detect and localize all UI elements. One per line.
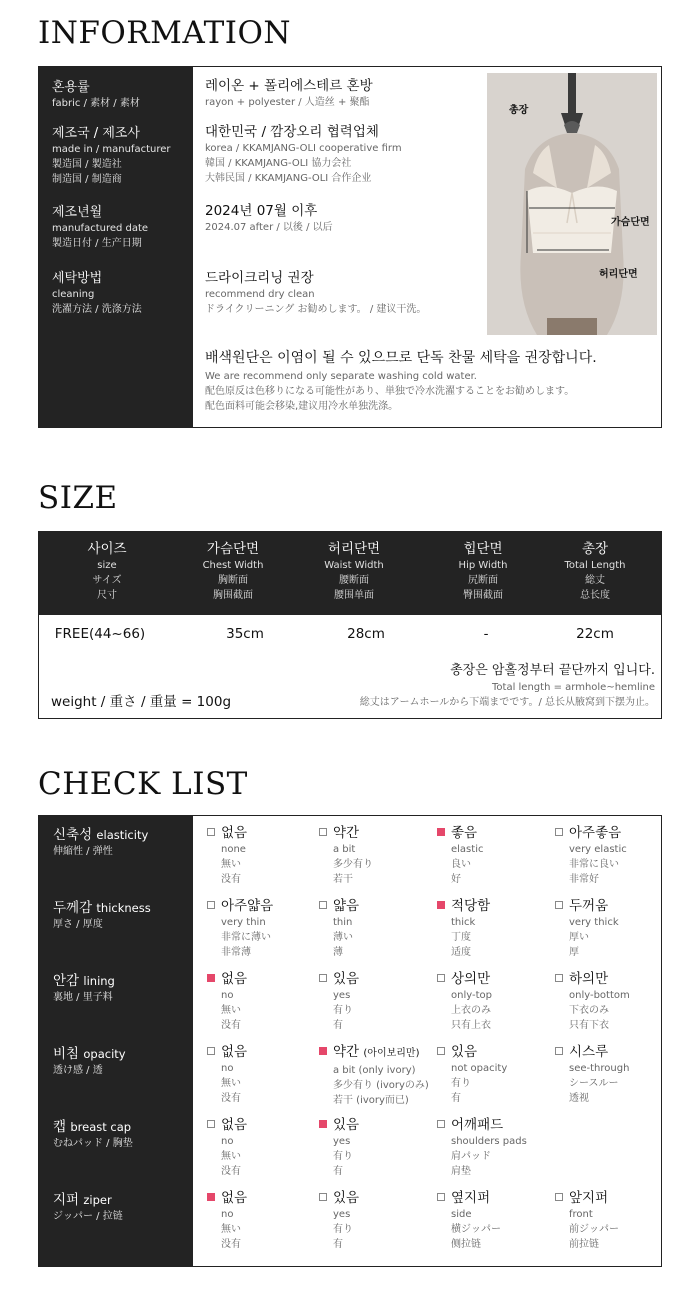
checkbox-unchecked xyxy=(319,974,327,982)
checklist-label-en: opacity xyxy=(83,1047,126,1061)
checklist-option-sub: 没有 xyxy=(221,1020,241,1031)
checklist-option xyxy=(207,1189,247,1252)
checklist-option-label: 어깨패드 xyxy=(451,1117,504,1133)
size-col-length: 총장 Total Length 総丈 总长度 xyxy=(564,541,626,601)
checklist-label-ko: 신축성 xyxy=(53,827,93,843)
checklist-option-sub: thin xyxy=(333,917,353,928)
checklist-option xyxy=(319,897,359,960)
checklist-row xyxy=(39,1043,661,1113)
info-label-cleaning: 세탁방법 cleaning 洗濯方法 / 洗涤方法 xyxy=(52,271,142,315)
checklist-title: CHECK LIST xyxy=(38,766,248,802)
checklist-row-label xyxy=(53,972,115,1006)
checklist-option-sub: see-through xyxy=(569,1063,630,1074)
checklist-option-sub: 非常好 xyxy=(569,874,599,885)
checklist-option-label: 아주좋음 xyxy=(569,825,622,841)
checkbox-unchecked xyxy=(555,1047,563,1055)
checklist-option-sub: front xyxy=(569,1209,593,1220)
checklist-option-sub: 只有下衣 xyxy=(569,1020,609,1031)
checklist-label-en: breast cap xyxy=(70,1120,132,1134)
checklist-option-sub: 有り xyxy=(451,1078,471,1089)
length-note: 총장은 암홀정부터 끝단까지 입니다. Total length = armhole~hemline 総丈はアームホールから下端までです。/ 总长从腋窝到下摆为止。 xyxy=(359,663,655,708)
checklist-row-label xyxy=(53,1118,133,1152)
checklist-row-label xyxy=(53,826,148,860)
checklist-option-sub: 薄 xyxy=(333,947,343,958)
checklist-option-sub: 多少有り xyxy=(333,859,373,870)
checklist-option-sub: 肩パッド xyxy=(451,1151,491,1162)
checklist-label-sub: むねパッド / 胸垫 xyxy=(53,1138,133,1149)
checklist-option-sub: 非常薄 xyxy=(221,947,251,958)
checklist-option-sub: 無い xyxy=(221,1078,241,1089)
checklist-label-en: ziper xyxy=(83,1193,112,1207)
checklist-option-label: 있음 xyxy=(333,1117,360,1133)
checklist-option-sub: 無い xyxy=(221,1224,241,1235)
checklist-option-sub: 前拉链 xyxy=(569,1239,599,1250)
information-box xyxy=(38,66,662,428)
checklist-label-en: elasticity xyxy=(96,828,149,842)
checkbox-unchecked xyxy=(555,828,563,836)
checklist-option-sub: 無い xyxy=(221,1151,241,1162)
checklist-option-label: 있음 xyxy=(333,1190,360,1206)
info-label-madein: 제조국 / 제조사 made in / manufacturer 製造国 / 製造社 制造国 / 制造商 xyxy=(52,126,171,185)
checklist-option-label: 얇음 xyxy=(333,898,360,914)
checklist-option-sub: 没有 xyxy=(221,1239,241,1250)
mannequin-label-waist: 허리단면 xyxy=(599,269,638,280)
checklist-option xyxy=(437,970,492,1033)
checklist-label-ko: 안감 xyxy=(53,973,80,989)
checklist-option-sub: 透视 xyxy=(569,1093,589,1104)
checklist-option-sub: 没有 xyxy=(221,1166,241,1177)
checklist-option-sub: 没有 xyxy=(221,1093,241,1104)
checklist-option-sub: 無い xyxy=(221,1005,241,1016)
checklist-option xyxy=(207,1043,247,1106)
checkbox-unchecked xyxy=(207,1047,215,1055)
checklist-option-sub: 非常に薄い xyxy=(221,932,271,943)
checklist-option-sub: none xyxy=(221,844,246,855)
checkbox-unchecked xyxy=(319,828,327,836)
checklist-option-sub: 有 xyxy=(333,1020,343,1031)
checklist-option xyxy=(555,1043,629,1106)
checklist-option-label: 없음 xyxy=(221,971,248,987)
checklist-option-sub: 前ジッパー xyxy=(569,1224,619,1235)
checklist-option-sub: yes xyxy=(333,1136,351,1147)
checklist-option-sub: 若干 xyxy=(333,874,353,885)
checklist-option xyxy=(555,970,630,1033)
checklist-row-label xyxy=(53,1045,126,1079)
checklist-option-sub: shoulders pads xyxy=(451,1136,527,1147)
checklist-option-sub: 無い xyxy=(221,859,241,870)
checklist-option-label: 없음 xyxy=(221,1044,248,1060)
mannequin-image xyxy=(487,73,657,335)
weight-text: weight / 重さ / 重量 = 100g xyxy=(51,694,232,710)
checklist-option-label: 두꺼움 xyxy=(569,898,609,914)
checklist-option-sub: 上衣のみ xyxy=(451,1005,491,1016)
checklist-option xyxy=(319,1189,359,1252)
size-value-size: FREE(44~66) xyxy=(54,626,146,642)
checklist-row xyxy=(39,1189,661,1259)
info-value-fabric: 레이온 + 폴리에스테르 혼방 rayon + polyester / 人造丝 + 聚酯 xyxy=(205,78,373,108)
checklist-option-sub: 有 xyxy=(451,1093,461,1104)
info-value-cleaning: 드라이크리닝 권장 recommend dry clean ドライクリーニング お勧めします。 / 建议干洗。 xyxy=(205,270,427,315)
checklist-option xyxy=(555,1189,619,1252)
checklist-option-sub: side xyxy=(451,1209,472,1220)
size-col-chest: 가슴단면 Chest Width 胸断面 胸围截面 xyxy=(202,541,264,601)
info-label-date: 제조년월 manufactured date 製造日付 / 生产日期 xyxy=(52,205,149,249)
checklist-row xyxy=(39,970,661,1040)
checklist-option-sub: 横ジッパー xyxy=(451,1224,501,1235)
checklist-option xyxy=(437,1043,507,1106)
checklist-row-label xyxy=(53,899,151,933)
checkbox-unchecked xyxy=(437,1047,445,1055)
checklist-row-label xyxy=(53,1191,123,1225)
checkbox-checked xyxy=(207,1193,215,1201)
checkbox-unchecked xyxy=(437,974,445,982)
checklist-option-sub: very thin xyxy=(221,917,266,928)
checklist-option xyxy=(555,897,619,960)
mannequin-label-total: 총장 xyxy=(509,105,529,116)
checklist-option-label: 상의만 xyxy=(451,971,491,987)
checklist-option-label: 아주얇음 xyxy=(221,898,274,914)
checklist-label-sub: 透け感 / 透 xyxy=(53,1065,103,1076)
checklist-row xyxy=(39,824,661,894)
size-table xyxy=(38,531,662,719)
checkbox-checked xyxy=(319,1120,327,1128)
size-col-size: 사이즈 size サイズ 尺寸 xyxy=(87,541,127,601)
checklist-option-sub: 下衣のみ xyxy=(569,1005,609,1016)
checklist-option-sub: a bit xyxy=(333,844,356,855)
checklist-option-sub: 有り xyxy=(333,1151,353,1162)
checklist-option-extra: (아이보리만) xyxy=(363,1048,420,1059)
checklist-option xyxy=(207,824,247,887)
checkbox-checked xyxy=(207,974,215,982)
checklist-label-ko: 두께감 xyxy=(53,900,93,916)
checklist-label-sub: 伸縮性 / 弹性 xyxy=(53,846,113,857)
washing-notice: 배색원단은 이염이 될 수 있으므로 단독 찬물 세탁을 권장합니다. We are recommend only separate washing cold water. 配色原反は色移りになる可能性があり、単独で冷水洗濯することをお勧めします。 配色面料可能会移染,建议用冷水单独洗涤。 xyxy=(205,350,597,412)
size-col-hip: 힙단면 Hip Width 尻断面 臀围截面 xyxy=(458,541,508,601)
mannequin-label-chest: 가슴단면 xyxy=(611,217,650,228)
checklist-label-sub: 厚さ / 厚度 xyxy=(53,919,103,930)
size-title: SIZE xyxy=(38,480,118,516)
checklist-option-label: 있음 xyxy=(333,971,360,987)
info-label-fabric: 혼용률 fabric / 素材 / 素材 xyxy=(52,80,140,109)
checklist-option xyxy=(207,1116,247,1179)
checklist-option-sub: 适度 xyxy=(451,947,471,958)
checklist-box xyxy=(38,815,662,1267)
checklist-option-sub: 非常に良い xyxy=(569,859,619,870)
checklist-option-sub: 有り xyxy=(333,1224,353,1235)
info-value-date: 2024년 07월 이후 2024.07 after / 以後 / 以后 xyxy=(205,203,333,233)
checkbox-unchecked xyxy=(555,1193,563,1201)
checklist-row xyxy=(39,1116,661,1186)
checkbox-checked xyxy=(437,901,445,909)
checkbox-unchecked xyxy=(555,901,563,909)
checklist-option-sub: no xyxy=(221,1136,234,1147)
information-title: INFORMATION xyxy=(38,15,292,51)
checklist-option-label: 없음 xyxy=(221,1190,248,1206)
checklist-option-label: 약간 xyxy=(333,825,360,841)
checklist-option xyxy=(437,824,483,887)
checklist-option-sub: only-bottom xyxy=(569,990,630,1001)
checklist-option-sub: very thick xyxy=(569,917,619,928)
checklist-option-sub: 有 xyxy=(333,1239,343,1250)
checklist-option-label: 앞지퍼 xyxy=(569,1190,609,1206)
checklist-option-sub: no xyxy=(221,990,234,1001)
checklist-option-sub: シースルー xyxy=(569,1078,619,1089)
checklist-option-sub: elastic xyxy=(451,844,484,855)
checklist-option-sub: 有り xyxy=(333,1005,353,1016)
checklist-label-sub: ジッパー / 拉链 xyxy=(53,1211,123,1222)
checklist-option-label: 약간 xyxy=(333,1044,360,1060)
checklist-option xyxy=(319,1043,429,1108)
checklist-option xyxy=(555,824,627,887)
checkbox-unchecked xyxy=(207,1120,215,1128)
checklist-option-sub: 良い xyxy=(451,859,471,870)
size-value-hip: - xyxy=(483,626,489,642)
checkbox-unchecked xyxy=(555,974,563,982)
checklist-option-label: 있음 xyxy=(451,1044,478,1060)
checklist-label-ko: 캡 xyxy=(53,1119,67,1135)
checklist-option xyxy=(319,970,359,1033)
checklist-option-sub: yes xyxy=(333,1209,351,1220)
checklist-option-sub: not opacity xyxy=(451,1063,508,1074)
size-value-chest: 35cm xyxy=(226,626,264,642)
checkbox-unchecked xyxy=(319,901,327,909)
checklist-option-sub: thick xyxy=(451,917,476,928)
checklist-option-sub: no xyxy=(221,1063,234,1074)
checklist-option-sub: a bit (only ivory) xyxy=(333,1065,416,1076)
checklist-option-sub: 没有 xyxy=(221,874,241,885)
checklist-option-sub: yes xyxy=(333,990,351,1001)
checklist-option-label: 없음 xyxy=(221,825,248,841)
checklist-option xyxy=(437,897,490,960)
checkbox-unchecked xyxy=(437,1120,445,1128)
checklist-option-label: 적당함 xyxy=(451,898,491,914)
checkbox-unchecked xyxy=(207,901,215,909)
checklist-option xyxy=(437,1116,527,1179)
checklist-option xyxy=(319,824,373,887)
info-value-madein: 대한민국 / 깜장오리 협력업체 korea / KKAMJANG-OLI cooperative firm 韓国 / KKAMJANG-OLI 協力会社 大韩民国 / KKAMJANG-OLI 合作企业 xyxy=(205,124,402,184)
checklist-option-label: 좋음 xyxy=(451,825,478,841)
checklist-option-sub: no xyxy=(221,1209,234,1220)
checklist-option-sub: 厚 xyxy=(569,947,579,958)
checklist-option-sub: 薄い xyxy=(333,932,353,943)
checklist-option xyxy=(207,970,247,1033)
checklist-option-sub: 好 xyxy=(451,874,461,885)
checklist-option xyxy=(319,1116,359,1179)
checkbox-unchecked xyxy=(207,828,215,836)
checklist-option-label: 시스루 xyxy=(569,1044,609,1060)
checklist-option-label: 옆지퍼 xyxy=(451,1190,491,1206)
checklist-label-en: thickness xyxy=(96,901,151,915)
checklist-label-en: lining xyxy=(83,974,115,988)
checklist-option-sub: 有 xyxy=(333,1166,343,1177)
checklist-option-sub: only-top xyxy=(451,990,492,1001)
checklist-label-ko: 비침 xyxy=(53,1046,80,1062)
checkbox-unchecked xyxy=(319,1193,327,1201)
size-value-length: 22cm xyxy=(576,626,614,642)
checklist-option-sub: 只有上衣 xyxy=(451,1020,491,1031)
checklist-row xyxy=(39,897,661,967)
checklist-option-sub: 若干 (ivory而已) xyxy=(333,1095,409,1106)
size-value-waist: 28cm xyxy=(347,626,385,642)
checklist-option-sub: 丁度 xyxy=(451,932,471,943)
checklist-label-ko: 지퍼 xyxy=(53,1192,80,1208)
checklist-label-sub: 裏地 / 里子料 xyxy=(53,992,113,1003)
size-col-waist: 허리단면 Waist Width 腰断面 腰围单面 xyxy=(324,541,384,601)
checklist-option-sub: 厚い xyxy=(569,932,589,943)
checklist-option-sub: 多少有り (ivoryのみ) xyxy=(333,1080,429,1091)
checklist-option xyxy=(207,897,273,960)
checklist-option-label: 하의만 xyxy=(569,971,609,987)
checklist-option-sub: very elastic xyxy=(569,844,627,855)
checkbox-unchecked xyxy=(437,1193,445,1201)
checklist-option-sub: 侧拉链 xyxy=(451,1239,481,1250)
checkbox-checked xyxy=(319,1047,327,1055)
checklist-option-label: 없음 xyxy=(221,1117,248,1133)
checklist-option-sub: 肩垫 xyxy=(451,1166,471,1177)
checkbox-checked xyxy=(437,828,445,836)
checklist-option xyxy=(437,1189,501,1252)
